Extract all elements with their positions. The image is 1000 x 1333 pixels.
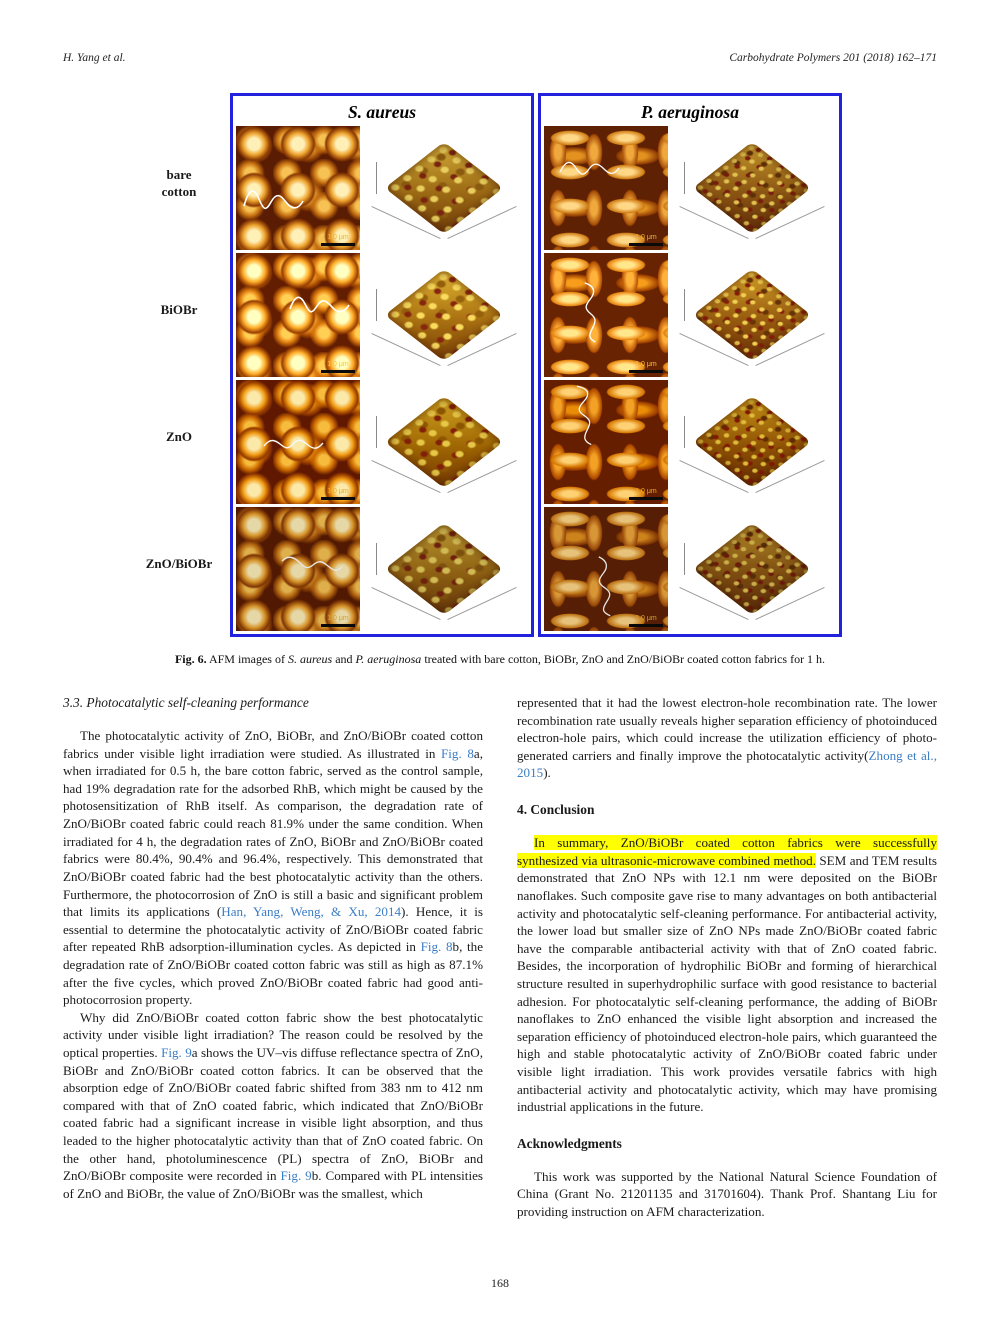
figure-row-labels: [128, 93, 230, 637]
scale-bar: 1.0 μm: [629, 234, 663, 246]
figure-row: [236, 253, 528, 377]
left-column: [63, 694, 483, 1221]
ref-link-fig9b[interactable]: Fig. 9: [280, 1168, 312, 1184]
ref-link-han-2014[interactable]: Han, Yang, Weng, & Xu, 2014: [221, 904, 402, 920]
running-head-authors: H. Yang et al.: [63, 52, 126, 64]
scale-bar: 1.0 μm: [629, 361, 663, 373]
paragraph: In summary, ZnO/BiOBr coated cotton fabrics were successfully synthesized via ultrasonic-microwave combined method. SEM and TEM results demonstrated that ZnO NPs with 12.1 nm were deposited on the BiOBr nanoflakes. Such composite gave rise to many advantages on both antibacterial activity and photocatalytic self-cleaning performance. For antibacterial activity, the lower load but smaller size of ZnO NPs made ZnO/BiOBr coated fabric have the comparable antibacterial activity with that of ZnO coated fabric. Besides, the incorporation of hydrophilic BiOBr and forming of hierarchical structure resulted in superhydrophilic surface with good resistance to bacterial adhesion. For photocatalytic self-cleaning performance, the adding of BiOBr nanoflakes to ZnO enhanced the visible light absorption and increased the separation efficiency of photoinduced electron-hole pairs, which guaranteed the high and stable photocatalytic activity of ZnO/BiOBr coated fabric under visible light irradiation. This work provides versatile fabrics with high antibacterial activity and photocatalytic activity, which may have promising industrial applications in the future.: [517, 835, 937, 1115]
ref-link-fig8[interactable]: Fig. 8: [441, 745, 474, 761]
afm-3d-image: [668, 253, 836, 377]
running-head-journal: Carbohydrate Polymers 201 (2018) 162–171: [729, 52, 937, 64]
afm-3d-image: [360, 126, 528, 250]
afm-3d-image: [360, 380, 528, 504]
afm-2d-image: [236, 253, 360, 377]
figure-row: [544, 507, 836, 631]
paragraph: This work was supported by the National Natural Science Foundation of China (Grant No. 21201135 and 31701604). Thank Prof. Shantang Liu for providing instruction on AFM characterization.: [517, 1168, 937, 1220]
scale-bar: 1.0 μm: [629, 488, 663, 500]
afm-2d-image: [544, 380, 668, 504]
annotation-squiggle: [558, 152, 622, 182]
afm-3d-image: [668, 126, 836, 250]
panel-s-aureus: [230, 93, 534, 637]
ref-link-fig8b[interactable]: Fig. 8: [420, 939, 453, 955]
annotation-squiggle: [280, 547, 344, 577]
scale-bar: 1.0 μm: [321, 615, 355, 627]
page-number: 168: [491, 1276, 509, 1290]
running-head: [0, 0, 1000, 64]
figure-6: [128, 93, 1000, 637]
section-heading-acknowledgments: Acknowledgments: [517, 1135, 622, 1151]
row-label-zno-biobr: ZnO/BiOBr: [145, 556, 213, 572]
figure-row: [544, 380, 836, 504]
annotation-squiggle: [262, 428, 326, 458]
section-heading-3-3: 3.3. Photocatalytic self-cleaning performance: [63, 695, 309, 710]
body-columns: [0, 694, 1000, 1221]
scale-bar: 1.0 μm: [321, 361, 355, 373]
highlighted-text: In summary, ZnO/BiOBr coated cotton fabrics were successfully synthesized via ultrasonic-microwave combined method.: [517, 835, 937, 868]
afm-2d-image: [544, 253, 668, 377]
figure-row: [236, 507, 528, 631]
scale-bar: 1.0 μm: [629, 615, 663, 627]
paragraph: The photocatalytic activity of ZnO, BiOBr, and ZnO/BiOBr coated cotton fabrics under visible light irradiation were studied. As illustrated in Fig. 8a, when irradiated for 0.5 h, the bare cotton fabric, served as the control sample, had 19% degradation rate for the adsorbed RhB, which might be caused by the photosensitization of RhB itself. As comparison, the degradation rate of ZnO/BiOBr coated fabric could reach 81.9% under the same condition. When irradiated for 4 h, the degradation rates of ZnO, BiOBr and ZnO/BiOBr coated fabrics were 80.4%, 90.4% and 96.4%, respectively. This demonstrated that ZnO/BiOBr coated fabric had the best photocatalytic activity than the others. Furthermore, the photocorrosion of ZnO is still a basic and significant problem that limits its applications (Han, Yang, Weng, & Xu, 2014). Hence, it is essential to determine the photocatalytic activity of ZnO/BiOBr coated fabric after repeated RhB adsorption-illumination cycles. As depicted in Fig. 8b, the degradation rate of ZnO/BiOBr coated cotton fabric was still as high as 87.1% after the five cycles, which proved ZnO/BiOBr coated fabric had good anti- photocorrosion property.: [63, 728, 484, 1008]
annotation-squiggle: [585, 552, 628, 621]
right-column: [517, 694, 937, 1221]
afm-2d-image: [236, 507, 360, 631]
figure-row: [236, 126, 528, 250]
afm-3d-image: [360, 253, 528, 377]
section-heading-conclusion: 4. Conclusion: [517, 802, 595, 818]
row-label-zno: ZnO: [165, 429, 192, 445]
paragraph: represented that it had the lowest electron-hole recombination rate. The lower recombination rate usually reveals higher separation efficiency of photoinduced electron-hole pairs, which could increase the utilization efficiency of photo-generated carriers and finally improve the photocatalytic activity(Zhong et al., 2015).: [517, 695, 937, 781]
annotation-squiggle: [242, 184, 306, 214]
afm-3d-image: [360, 507, 528, 631]
scale-bar: 1.0 μm: [321, 234, 355, 246]
ref-link-fig9a[interactable]: Fig. 9: [161, 1045, 192, 1060]
caption-label: Fig. 6.: [174, 652, 207, 666]
row-label-bare-cotton: bare cotton: [161, 167, 197, 199]
panel-title-p-aeruginosa: P. aeruginosa: [641, 102, 739, 122]
scale-bar: 1.0 μm: [321, 488, 355, 500]
afm-2d-image: [236, 380, 360, 504]
panel-p-aeruginosa: [538, 93, 842, 637]
panel-title-s-aureus: S. aureus: [347, 102, 417, 122]
afm-2d-image: [236, 126, 360, 250]
figure-row: [236, 380, 528, 504]
annotation-squiggle: [288, 289, 352, 319]
afm-2d-image: [544, 507, 668, 631]
annotation-squiggle: [571, 278, 614, 347]
afm-3d-image: [668, 507, 836, 631]
afm-3d-image: [668, 380, 836, 504]
row-label-biobr: BiOBr: [160, 302, 198, 318]
figure-row: [544, 253, 836, 377]
figure-row: [544, 126, 836, 250]
paragraph: Why did ZnO/BiOBr coated cotton fabric show the best photocatalytic activity under visible light irradiation? The reason could be resolved by the optical properties. Fig. 9a shows the UV–vis diffuse reflectance spectra of ZnO, BiOBr and ZnO/BiOBr coated cotton fabrics. It can be observed that the absorption edge of ZnO/BiOBr coated fabric shifted from 383 nm to 412 nm compared with that of ZnO coated fabric, which indicated that ZnO/BiOBr coated fabric had a significant increase in visible light absorption, and thus leaded to the higher photocatalytic activity than that of ZnO coated fabric. On the other hand, photoluminescence (PL) spectra of ZnO, BiOBr and ZnO/BiOBr composite were recorded in Fig. 9b. Compared with PL intensities of ZnO and BiOBr, the value of ZnO/BiOBr was the smallest, which: [63, 1009, 483, 1201]
afm-2d-image: [544, 126, 668, 250]
figure-caption: Fig. 6. AFM images of S. aureus and P. aeruginosa treated with bare cotton, BiOBr, ZnO and ZnO/BiOBr coated cotton fabrics for 1 h.: [174, 652, 826, 666]
annotation-squiggle: [565, 381, 608, 450]
ref-link-zhong-2015[interactable]: Zhong et al., 2015: [517, 747, 937, 781]
